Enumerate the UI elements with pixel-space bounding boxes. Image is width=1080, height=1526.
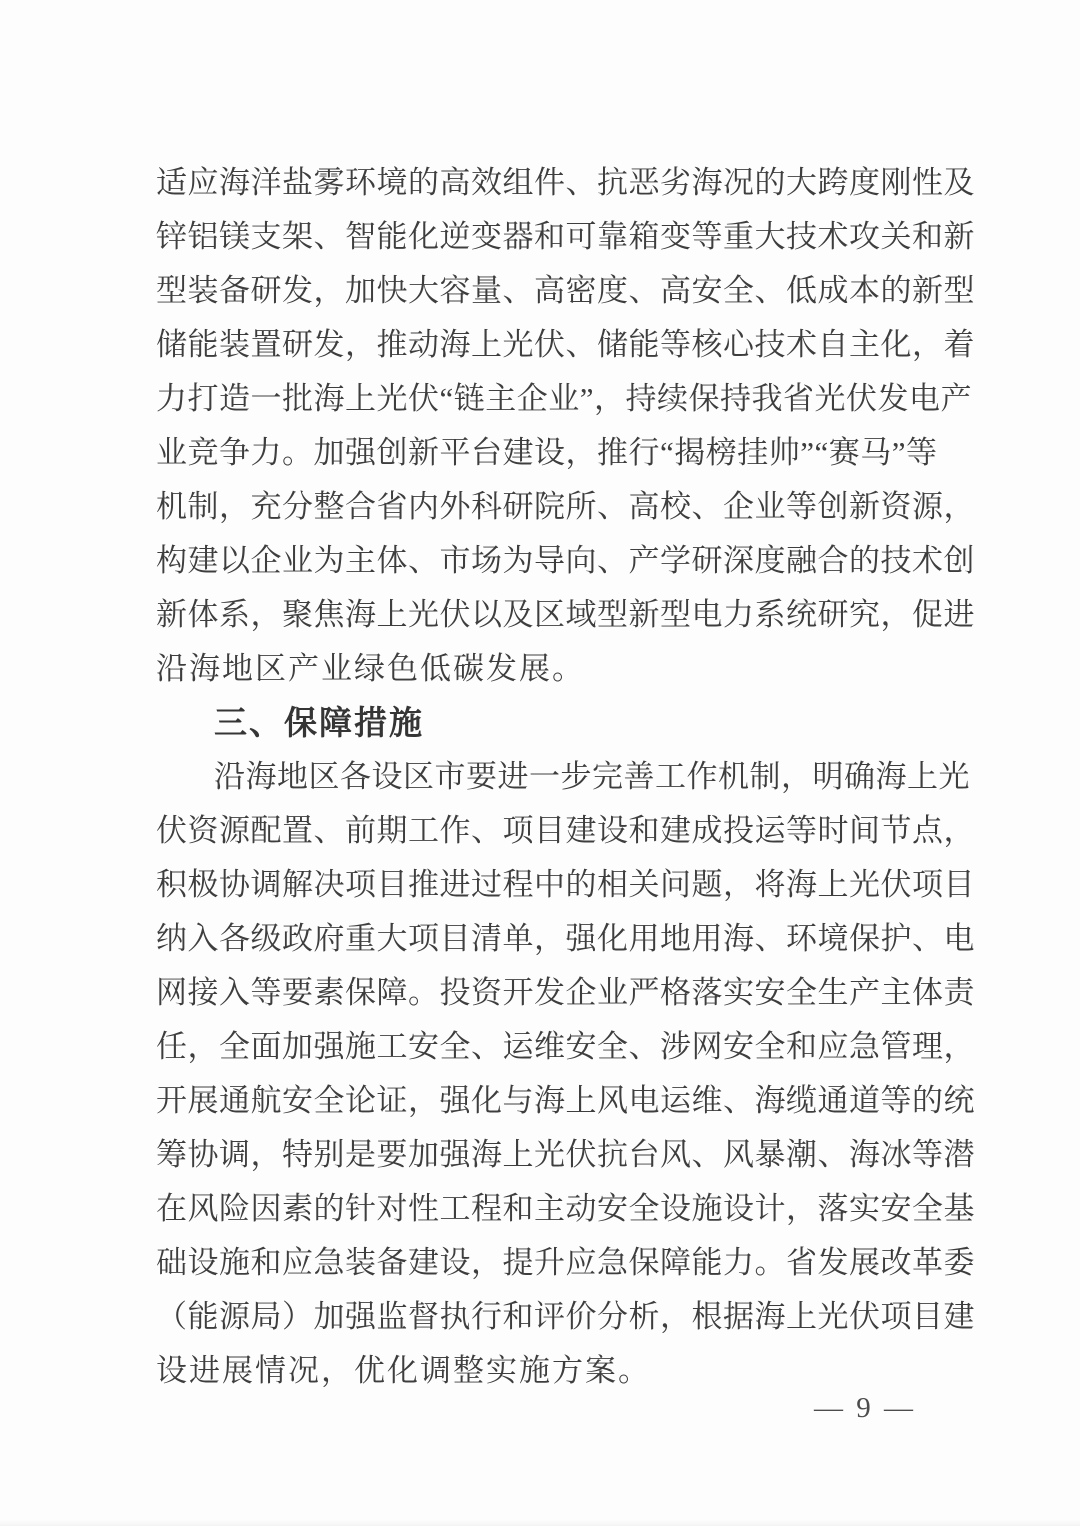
page-number: — 9 — <box>814 1392 916 1424</box>
document-text-block <box>156 156 975 1398</box>
paragraph1-line: 储能装置研发，推动海上光伏、储能等核心技术自主化，着 <box>156 327 975 362</box>
paragraph1-line: 业竞争力。加强创新平台建设，推行“揭榜挂帅”“赛马”等 <box>156 435 938 470</box>
paragraph2-line: 伏资源配置、前期工作、项目建设和建成投运等时间节点， <box>156 813 975 848</box>
paragraph2-line: 网接入等要素保障。投资开发企业严格落实安全生产主体责 <box>156 975 975 1010</box>
paragraph2-line: 在风险因素的针对性工程和主动安全设施设计，落实安全基 <box>156 1191 975 1226</box>
paragraph1-line: 构建以企业为主体、市场为导向、产学研深度融合的技术创 <box>156 543 975 578</box>
paragraph-1 <box>156 156 975 696</box>
paragraph1-line: 机制，充分整合省内外科研院所、高校、企业等创新资源， <box>156 489 975 524</box>
paragraph2-line: 任，全面加强施工安全、运维安全、涉网安全和应急管理， <box>156 1029 975 1064</box>
paragraph1-line: 型装备研发，加快大容量、高密度、高安全、低成本的新型 <box>156 273 975 308</box>
paragraph2-line: 础设施和应急装备建设，提升应急保障能力。省发展改革委 <box>156 1245 975 1280</box>
paragraph2-line: 沿海地区各设区市要进一步完善工作机制，明确海上光 <box>214 759 970 794</box>
paragraph1-line: 适应海洋盐雾环境的高效组件、抗恶劣海况的大跨度刚性及 <box>156 165 975 200</box>
paragraph-2 <box>156 750 975 1398</box>
paragraph2-line: （能源局）加强监督执行和评价分析，根据海上光伏项目建 <box>156 1299 975 1334</box>
paragraph2-line: 筹协调，特别是要加强海上光伏抗台风、风暴潮、海冰等潜 <box>156 1137 975 1172</box>
scan-edge-shadow <box>0 1520 1080 1526</box>
paragraph2-line: 开展通航安全论证，强化与海上风电运维、海缆通道等的统 <box>156 1083 975 1118</box>
paragraph2-line: 设进展情况，优化调整实施方案。 <box>156 1353 651 1388</box>
paragraph1-line: 沿海地区产业绿色低碳发展。 <box>156 651 585 686</box>
paragraph2-line: 积极协调解决项目推进过程中的相关问题，将海上光伏项目 <box>156 867 975 902</box>
paragraph1-line: 锌铝镁支架、智能化逆变器和可靠箱变等重大技术攻关和新 <box>156 219 975 254</box>
paragraph2-line: 纳入各级政府重大项目清单，强化用地用海、环境保护、电 <box>156 921 975 956</box>
paragraph1-line: 新体系，聚焦海上光伏以及区域型新型电力系统研究，促进 <box>156 597 975 632</box>
paragraph1-line: 力打造一批海上光伏“链主企业”，持续保持我省光伏发电产 <box>156 381 973 416</box>
section-heading: 三、保障措施 <box>214 704 424 741</box>
